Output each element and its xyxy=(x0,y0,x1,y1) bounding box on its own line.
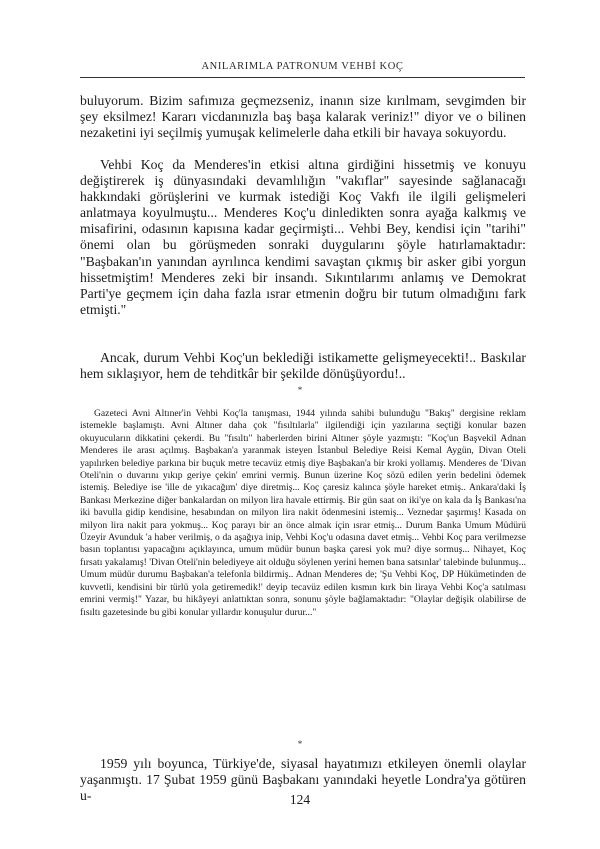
paragraph-3: Ancak, durum Vehbi Koç'un beklediği istikamette gelişmeyecekti!.. Baskılar hem sıklaşıyor, hem de tehditkâr bir şekilde dönüşüyordu!.. xyxy=(80,350,526,382)
paragraph-ancak xyxy=(80,350,526,382)
paragraph-2: Vehbi Koç da Menderes'in etkisi altına girdiğini hissetmiş ve konuyu değiştirerek iş dünyasındaki devamlılığın "vakıflar" sayesinde sağlanacağı hakkındaki görüşlerini ve kurmak istediği Koç Vakfı ile ilgili gelişmeleri anlatmaya koyulmuştu... Menderes Koç'u dinledikten sonra ayağa kalkmış ve misafirini, odasının kapısına kadar geçirmişti... Vehbi Bey, kendisi için "tarihi" önemi olan bu görüşmeden sonraki duygularını şöyle hatırlamaktadır: "Başbakan'ın yanından ayrılınca kendimi savaştan çıkmış bir asker gibi yorgun hissetmiştim! Menderes zeki bir insandı. Sıkıntılarımı anlamış ve Demokrat Parti'ye geçmem için daha fazla ısrar etmenin doğru bir tutum olmadığını fark etmişti." xyxy=(80,157,526,317)
paragraph-1: buluyorum. Bizim safımıza geçmezseniz, inanın size kırılmam, sevgimden bir şey eksilmez! Kararı vicdanınızla baş başa kalarak veriniz!" diyor ve o bilinen nezaketini iyi seçilmiş yumuşak kelimelerle daha etkili bir havaya sokuyordu. xyxy=(80,93,526,141)
paragraph-vehbi-koc xyxy=(80,157,526,318)
paragraph-continuation xyxy=(80,93,526,141)
footnote-block xyxy=(80,408,526,619)
running-head: ANILARIMLA PATRONUM VEHBİ KOÇ xyxy=(201,61,404,72)
section-separator: * xyxy=(297,385,303,395)
header-rule xyxy=(80,77,525,78)
paragraph-4: 1959 yılı boyunca, Türkiye'de, siyasal hayatımızı etkileyen önemli olaylar yaşanmıştı. 17 Şubat 1959 günü Başbakanı yanındaki heyetle Londra'ya götüren u- xyxy=(80,756,526,804)
page-number: 124 xyxy=(289,792,311,807)
footnote-text: Gazeteci Avni Altıner'in Vehbi Koç'la tanışması, 1944 yılında sahibi bulunduğu "Bakış" dergisine reklam istemekle başlamıştı. Avni Altıner daha çok "fısıltılarla" ilgilendiği için yazılarına seçtiği konular bazen okuyucuların dikkatini çekerdi. Bu "fısıltı" haberlerden birini Altıner şöyle yazmıştı: "Koç'un Başvekil Adnan Menderes ile arası açılmış. Başbakan'a yaranmak isteyen İstanbul Belediye Reisi Kemal Aygün, Divan Oteli yapılırken belediye parkına bir buçuk metre tecavüz etmiş diye Başbakan'a bir kroki yollamış. Menderes de 'Divan Oteli'nin o duvarını yıkıp geriye çekin' emrini vermiş. Bunun üzerine Koç sözü edilen yerin bedelini ödemek istemiş. Belediye ise 'ille de yıkacağım' diye diretmiş... Koç çaresiz kalınca şöyle hareket etmiş.. Ankara'daki İş Bankası Merkezine diğer bankalardan on milyon lira havale ettirmiş. Bir gün saat on iki'ye on kala da İş Bankası'na iki bavulla gidip kendisine, hesabından on milyon lira nakit ödenmesini istemiş... Veznedar şaşırmış! Kasada on milyon lira nakit para yokmuş... Koç parayı bir an önce almak için ısrar etmiş... Durum Banka Umum Müdürü Üzeyir Avunduk 'a haber verilmiş, o da aşağıya inip, Vehbi Koç'u odasına davet etmiş... Vehbi Koç para verilmezse basın toplantısı yapacağını açıklayınca, umum müdür bunun başka çaresi yok mu? diye sormuş... Nihayet, Koç fırsatı yakalamış! 'Divan Oteli'nin belediyeye ait olduğu söylenen yerini hemen bana satsınlar' talebinde bulunmuş... Umum müdür durumu Başbakan'a telefonla bildirmiş.. Adnan Menderes de; 'Şu Vehbi Koç, DP Hükümetinden de kuvvetli, kendisini bir türlü yola getiremedik!' deyip tecavüz edilen kısmın kırk bin liraya Vehbi Koç'a satılması emrini vermiş!" Yazar, bu hikâyeyi anlattıktan sonra, sonunu şöyle bağlamaktadır: "Olaylar değişik olabilirse de fısıltı gazetesinde bu gibi konular yıllardır konuşulur durur..." xyxy=(80,408,526,618)
section-separator-2: * xyxy=(297,739,303,749)
